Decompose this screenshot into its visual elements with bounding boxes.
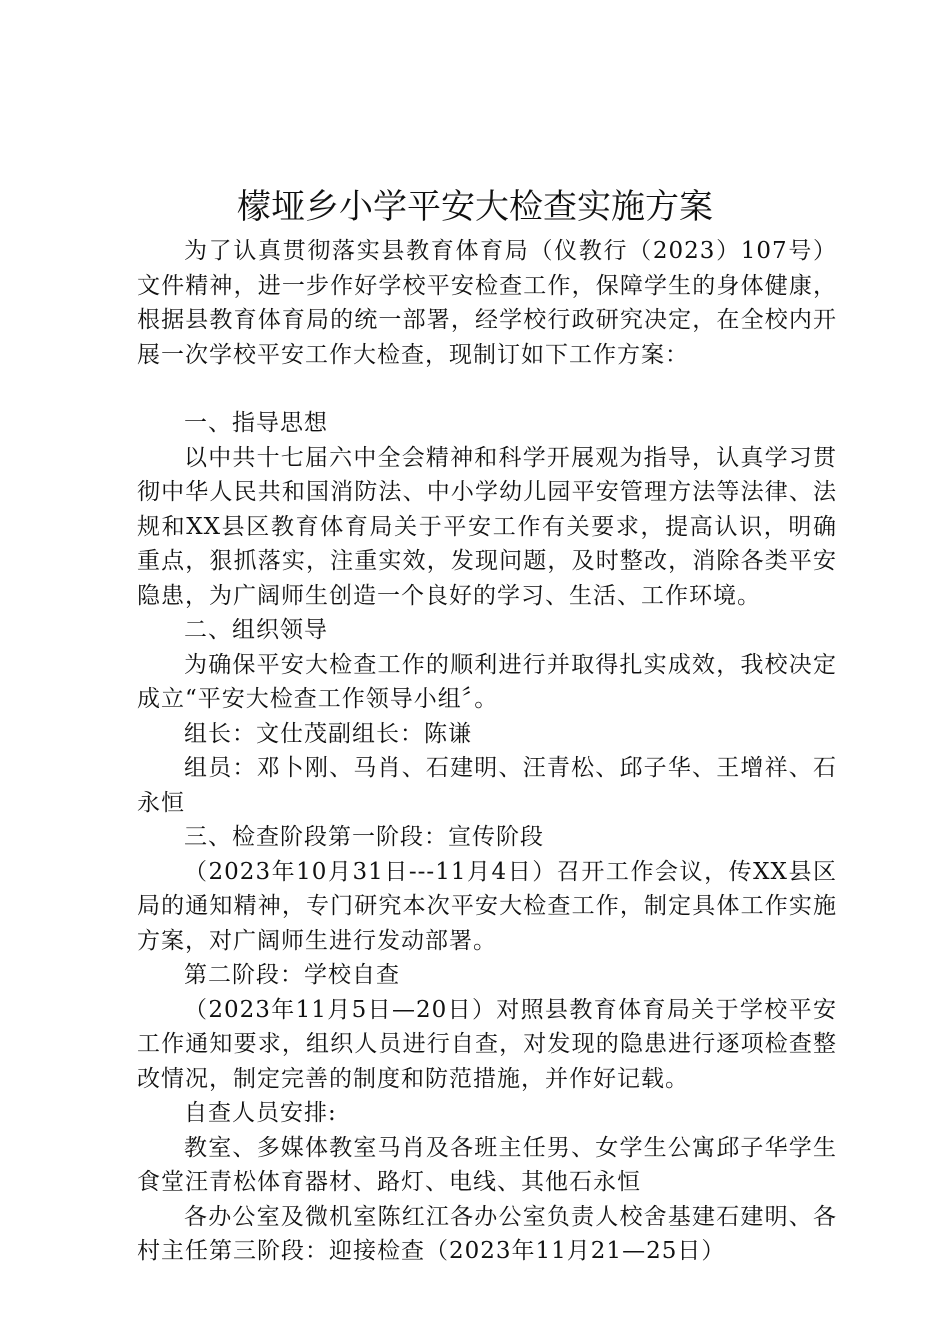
stage-two-paragraph: （2023年11月5日—20日）对照县教育体育局关于学校平安工作通知要求，组织人员进行自查，对发现的隐患进行逐项检查整改情况，制定完善的制度和防范措施，并作好记载。 [137, 996, 837, 1092]
members-line: 组员：邓卜刚、马肖、石建明、汪青松、邱子华、王增祥、石永恒 [137, 755, 837, 816]
section-heading-inspection-stages: 三、检查阶段第一阶段：宣传阶段 [184, 824, 544, 850]
self-check-staff-list-1: 教室、多媒体教室马肖及各班主任男、女学生公寓邱子华学生食堂汪青松体育器材、路灯、电线、其他石永恒 [137, 1134, 837, 1195]
section-heading-guiding-ideology: 一、指导思想 [184, 410, 328, 436]
leadership-paragraph: 为确保平安大检查工作的顺利进行并取得扎实成效，我校决定成立“平安大检查工作领导小组〞。 [137, 651, 837, 712]
stage-two-heading: 第二阶段：学校自查 [184, 962, 400, 988]
stage-one-paragraph: （2023年10月31日---11月4日）召开工作会议，传XX县区局的通知精神，专门研究本次平安大检查工作，制定具体工作实施方案，对广阔师生进行发动部署。 [137, 858, 837, 954]
leader-line: 组长：文仕茂副组长：陈谦 [184, 720, 472, 747]
document-title: 檬垭乡小学平安大检查实施方案 [237, 187, 713, 227]
self-check-staff-heading: 自查人员安排: [184, 1100, 337, 1126]
self-check-staff-list-2: 各办公室及微机室陈红江各办公室负责人校舍基建石建明、各村主任第三阶段：迎接检查（2023年11月21—25日） [137, 1203, 837, 1264]
intro-paragraph: 为了认真贯彻落实县教育体育局（仪教行（2023）107号）文件精神，进一步作好学校平安检查工作，保障学生的身体健康，根据县教育体育局的统一部署，经学校行政研究决定，在全校内开展一次学校平安工作大检查，现制订如下工作方案： [137, 238, 837, 368]
document-body [137, 234, 837, 1269]
section-heading-leadership: 二、组织领导 [184, 617, 328, 643]
guiding-ideology-paragraph: 以中共十七届六中全会精神和科学开展观为指导，认真学习贯彻中华人民共和国消防法、中小学幼儿园平安管理方法等法律、法规和XX县区教育体育局关于平安工作有关要求，提高认识，明确重点，狠抓落实，注重实效，发现问题，及时整改，消除各类平安隐患，为广阔师生创造一个良好的学习、生活、工作环境。 [137, 444, 837, 609]
